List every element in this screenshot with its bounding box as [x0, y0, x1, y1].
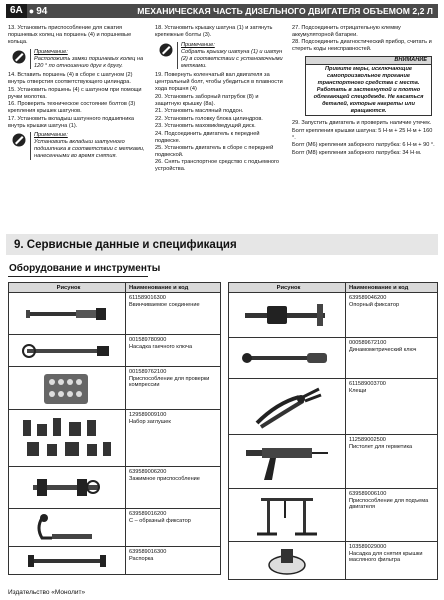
pencil-note-icon — [8, 132, 30, 160]
torque-spec-2: Болт (М6) крепления заборного патрубка: 6 Н·м + 90 °. — [292, 142, 435, 149]
step-16: 16. Проверить техническое состояние болтов (3) крепления крышек шатунов. — [8, 101, 136, 115]
section-heading — [6, 234, 438, 255]
step-29: 29. Запустить двигатель и проверить наличие утечек. — [292, 120, 432, 127]
publisher-footer: Издательство «Монолит» — [8, 589, 86, 596]
step-14: 14. Вставить поршень (4) в сборе с шатуном (2) внутрь отверстия соответствующего цилиндра. — [8, 72, 133, 86]
step-13: 13. Установить приспособление для сжатия поршневых колец на поршень (4) и поршневые кольца. — [8, 25, 132, 45]
support-retainer-icon — [229, 293, 346, 337]
section-badge: 6А — [6, 4, 27, 18]
tools-table-right — [228, 282, 438, 580]
step-20: 20. Установить заборный патрубок (8) и защитную крышку (8а). — [155, 93, 259, 107]
part-name: Динамометрический ключ — [349, 346, 417, 353]
step-19: 19. Повернуть коленчатый вал двигателя за центральный болт, чтобы убедиться в плавности хода поршня (4) — [155, 72, 283, 93]
row-text — [346, 435, 437, 488]
table-row — [229, 489, 437, 542]
pliers-icon — [229, 379, 346, 434]
part-code: 129589009100 — [129, 412, 167, 418]
table-row — [229, 338, 437, 379]
part-name: С – образный фиксатор — [129, 517, 191, 524]
table-header — [229, 283, 437, 293]
row-text — [126, 335, 220, 366]
torque-spec-1: Болт крепления крышки шатуна: 5 Н·м + 25 Н·м + 160 °. — [292, 127, 433, 141]
row-text — [126, 509, 220, 546]
torque-wrench-icon — [229, 338, 346, 378]
table-row — [229, 435, 437, 489]
step-22: 22. Установить головку блока цилиндров. — [155, 115, 263, 122]
step-21: 21. Установить масляный поддон. — [155, 108, 244, 115]
table-header — [9, 283, 220, 293]
row-text — [126, 467, 220, 508]
part-code: 639589006100 — [349, 491, 387, 497]
note-label: Примечание: — [34, 132, 68, 139]
row-text — [126, 293, 220, 334]
row-text — [126, 547, 220, 574]
row-text — [346, 338, 437, 378]
part-name: Набор заглушек — [129, 418, 171, 425]
table-row — [229, 293, 437, 338]
step-24: 24. Подсоединить двигатель к передней подвеске. — [155, 130, 260, 144]
text-column-3 — [292, 25, 435, 157]
plug-set-icon — [9, 410, 126, 466]
row-text — [346, 379, 437, 434]
text-column-2 — [155, 25, 284, 174]
column-header-name: Наименование и код — [349, 285, 409, 291]
compression-kit-icon — [9, 367, 126, 409]
pencil-note-icon — [8, 49, 30, 70]
torque-spec-3: Болт (М8) крепления заборного патрубка: 34 Н·м. — [292, 149, 422, 156]
table-row — [229, 379, 437, 435]
row-text — [346, 293, 437, 337]
step-15: 15. Установить поршень (4) с шатуном при помощи ручки молотка. — [8, 86, 142, 100]
part-code: 639589046200 — [349, 295, 387, 301]
step-23: 23. Установить маховик/ведущий диск. — [155, 123, 256, 130]
row-text — [126, 367, 220, 409]
page-number: 94 — [36, 5, 48, 17]
warning-box — [305, 56, 432, 116]
part-code: 611589016300 — [129, 295, 166, 301]
part-code: 639589006200 — [129, 469, 167, 475]
row-text — [346, 542, 437, 579]
warning-title: ВНИМАНИЕ — [306, 57, 431, 65]
section-title: 9. Сервисные данные и спецификация — [14, 238, 237, 251]
table-row — [229, 542, 437, 579]
step-28: 28. Подсоединить диагностический прибор, считать и стереть коды неисправностей. — [292, 39, 432, 53]
part-name: Приспособление для подъема двигателя — [349, 497, 429, 511]
threaded-adapter-icon — [9, 293, 126, 334]
part-name: Клещи — [349, 387, 367, 394]
engine-lift-icon — [229, 489, 346, 541]
column-header-picture: Рисунок — [9, 283, 126, 292]
table-row — [9, 335, 220, 367]
part-name: Опорный фиксатор — [349, 301, 400, 308]
part-code: 000589672100 — [349, 340, 387, 346]
note-label: Примечание: — [34, 48, 68, 55]
note-text: Установить вкладыш шатунного подшипника в соответствии с метками, нанесенными во время снятия. — [34, 139, 145, 160]
part-code: 001589780900 — [129, 337, 167, 343]
step-17: 17. Установить вкладыш шатунного подшипника внутрь крышки шатуна (1). — [8, 115, 135, 129]
row-text — [126, 410, 220, 466]
part-code: 112589002500 — [349, 437, 386, 443]
part-code: 639589016300 — [129, 549, 167, 555]
tools-table-left — [8, 282, 221, 575]
clamp-device-icon — [9, 467, 126, 508]
table-row — [9, 467, 220, 509]
part-name: Пистолет для герметика — [349, 443, 413, 450]
sealant-gun-icon — [229, 435, 346, 488]
page-header — [6, 4, 438, 18]
part-code: 001589762100 — [129, 369, 167, 375]
part-name: Насадка гаечного ключа — [129, 343, 193, 350]
wrench-socket-icon — [9, 335, 126, 366]
table-row — [9, 509, 220, 547]
filter-cap-socket-icon — [229, 542, 346, 579]
part-code: 639589016200 — [129, 511, 167, 517]
spreader-icon — [9, 547, 126, 574]
header-dot: ● — [28, 6, 35, 16]
subsection-title: Оборудование и инструменты — [9, 263, 161, 274]
part-name: Ввинчиваемое соединение — [129, 301, 200, 308]
part-code: 611589003700 — [349, 381, 386, 387]
pencil-note-icon — [155, 42, 177, 70]
note-text: Расположить замки поршневых колец на 120 ° по отношению друг к другу. — [34, 55, 144, 69]
part-name: Распорка — [129, 555, 154, 562]
row-text — [346, 489, 437, 541]
note-box — [8, 132, 145, 160]
note-box — [8, 49, 145, 70]
header-title: МЕХАНИЧЕСКАЯ ЧАСТЬ ДИЗЕЛЬНОГО ДВИГАТЕЛЯ ОБЪЕМОМ 2,2 Л — [137, 6, 433, 16]
step-27: 27. Подсоединить отрицательную клемму аккумуляторной батареи. — [292, 25, 401, 38]
note-text: Собрать крышку шатуна (1) и шатун (2) в соответствии с установочными метками. — [181, 48, 283, 69]
step-18: 18. Установить крышку шатуна (1) и затянуть крепежные болты (3). — [155, 25, 273, 38]
note-box — [155, 42, 284, 70]
note-label: Примечание: — [181, 41, 215, 48]
text-column-1 — [8, 25, 145, 163]
warning-text: Примите меры, исключающие самопроизвольное трогание транспортного средства с места. Работать в застегнутой и плотно облегающей спецодежде. Не касаться деталей, которые нагреты или вращаются. — [313, 66, 424, 114]
subsection-underline — [8, 276, 148, 277]
part-name: Приспособление для проверки компрессии — [129, 375, 210, 389]
column-header-name: Наименование и код — [129, 285, 189, 291]
table-row — [9, 293, 220, 335]
part-code: 103589029000 — [349, 544, 387, 550]
part-name: Насадка для снятия крышки масляного фильтра — [349, 550, 423, 564]
step-25: 25. Установить двигатель в сборе с передней подвеской. — [155, 145, 274, 158]
table-row — [9, 547, 220, 574]
table-row — [9, 410, 220, 467]
c-retainer-icon — [9, 509, 126, 546]
column-header-picture: Рисунок — [229, 283, 346, 292]
step-26: 26. Снять транспортное средство с подъемного устройства. — [155, 159, 280, 173]
part-name: Зажимное приспособление — [129, 475, 200, 482]
table-row — [9, 367, 220, 410]
